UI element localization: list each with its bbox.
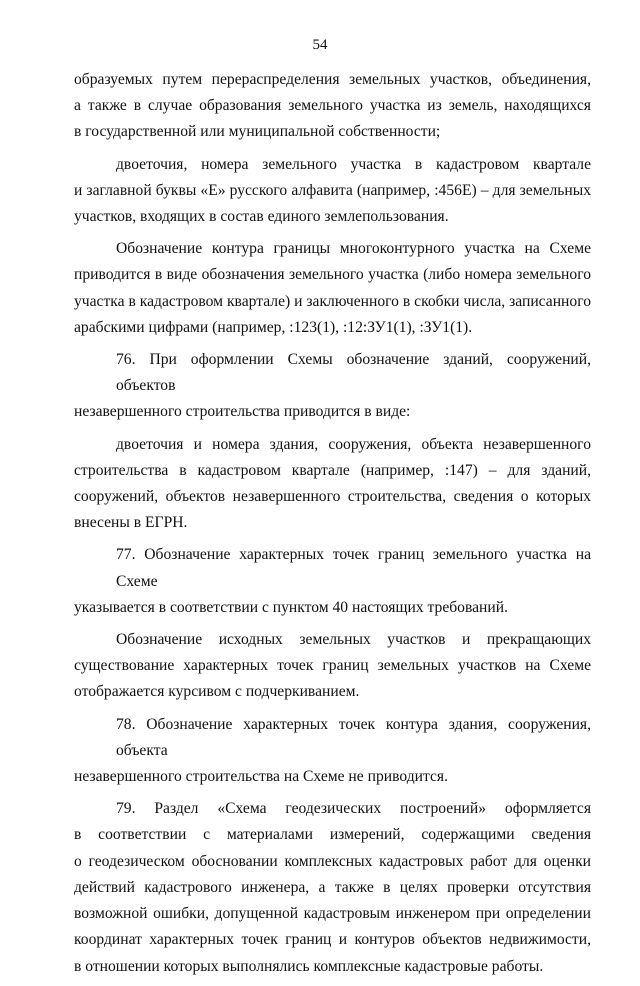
text-line: 76. При оформлении Схемы обозначение зданий, сооружений, объектов [116, 351, 591, 395]
text-line: Обозначение контура границы многоконтурного участка на Схеме [116, 240, 591, 258]
paragraph-item-79 [74, 796, 591, 979]
paragraph [74, 432, 591, 537]
text-line: двоеточия и номера здания, сооружения, объекта незавершенного [116, 435, 591, 453]
text-line: в государственной или муниципальной собственности; [74, 123, 441, 141]
text-line: координат характерных точек границ и контуров объектов недвижимости, [74, 931, 591, 949]
text-line: 77. Обозначение характерных точек границ земельного участка на Схеме [116, 546, 591, 590]
text-line: о геодезическом обосновании комплексных кадастровых работ для оценки [74, 852, 591, 870]
text-line: 78. Обозначение характерных точек контура здания, сооружения, объекта [116, 715, 591, 759]
paragraph [74, 627, 591, 706]
paragraph-continuation [74, 67, 591, 146]
text-line: незавершенного строительства на Схеме не приводится. [74, 768, 448, 786]
text-line: существование характерных точек границ земельных участков на Схеме [74, 657, 591, 675]
text-line: указывается в соответствии с пунктом 40 настоящих требований. [74, 598, 508, 616]
text-line: образуемых путем перераспределения земельных участков, объединения, [74, 71, 591, 88]
text-line: сооружений, объектов незавершенного строительства, сведения о которых [74, 488, 591, 506]
text-line: отображается курсивом с подчеркиванием. [74, 683, 360, 701]
page-number: 54 [312, 37, 328, 53]
text-line: в соответствии с материалами измерений, содержащими сведения [74, 826, 591, 844]
text-line: арабскими цифрами (например, :123(1), :12:ЗУ1(1), :ЗУ1(1). [74, 318, 473, 336]
paragraph-item-78 [74, 712, 591, 791]
text-line: строительства в кадастровом квартале (например, :147) – для зданий, [74, 461, 591, 479]
text-line: 79. Раздел «Схема геодезических построений» оформляется [116, 800, 591, 818]
text-line: участков, входящих в состав единого землепользования. [74, 208, 449, 226]
text-line: приводится в виде обозначения земельного участка (либо номера земельного [74, 266, 591, 284]
paragraph-item-76 [74, 347, 591, 426]
text-line: двоеточия, номера земельного участка в кадастровом квартале [116, 155, 591, 173]
document-body [74, 67, 591, 986]
text-line: и заглавной буквы «Е» русского алфавита (например, :456Е) – для земельных [74, 181, 591, 199]
text-line: действий кадастрового инженера, а также в целях проверки отсутствия [74, 878, 591, 896]
paragraph [74, 152, 591, 231]
text-line: возможной ошибки, допущенной кадастровым инженером при определении [74, 905, 591, 923]
text-line: участка в кадастровом квартале) и заключенного в скобки числа, записанного [74, 292, 591, 310]
text-line: в отношении которых выполнялись комплексные кадастровые работы. [74, 957, 544, 975]
paragraph-item-77 [74, 542, 591, 621]
text-line: незавершенного строительства приводится в виде: [74, 403, 411, 421]
paragraph [74, 236, 591, 341]
text-line: а также в случае образования земельного участка из земель, находящихся [74, 97, 591, 115]
text-line: Обозначение исходных земельных участков и прекращающих [116, 631, 591, 649]
text-line: внесены в ЕГРН. [74, 514, 188, 532]
